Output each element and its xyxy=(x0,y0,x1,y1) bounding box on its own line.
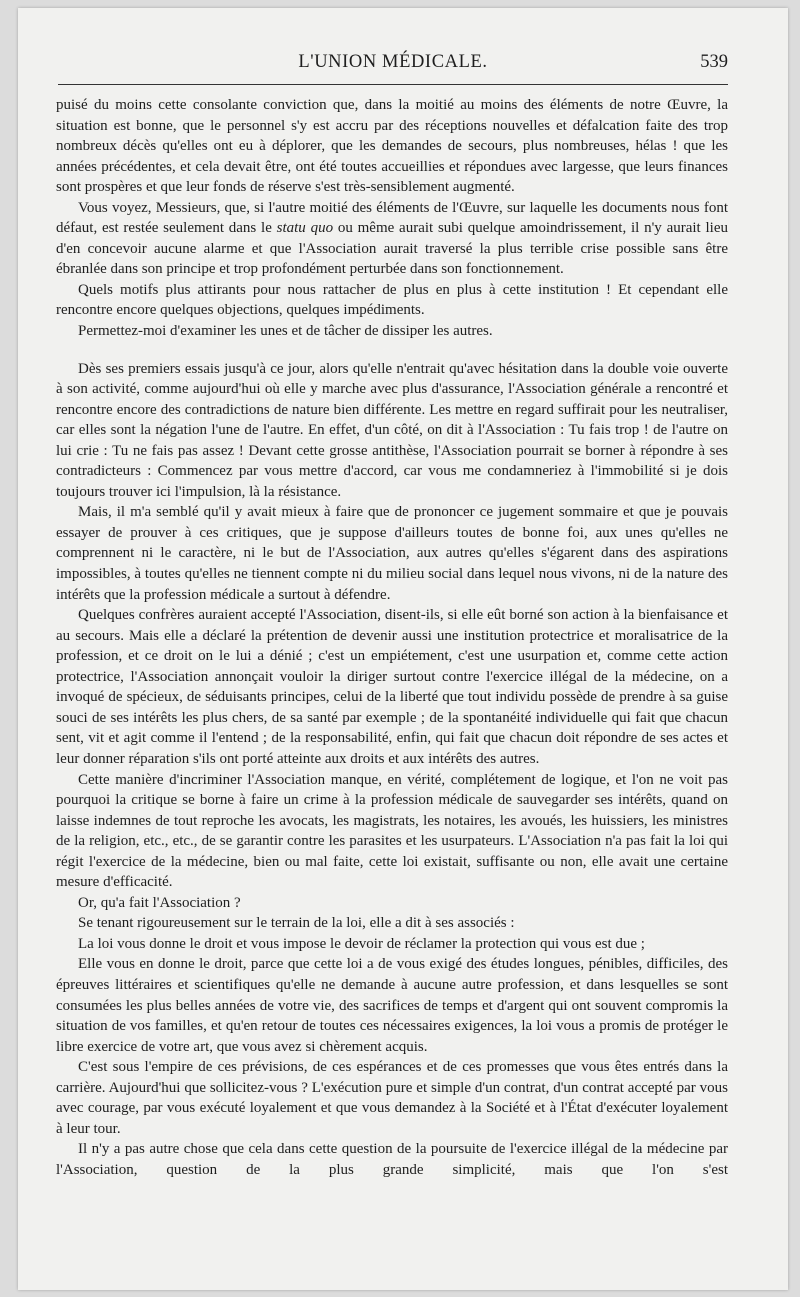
paragraph: La loi vous donne le droit et vous impose le devoir de réclamer la protection qui vous est due ; xyxy=(78,935,645,952)
paragraph: Elle vous en donne le droit, parce que cette loi a de vous exigé des études longues, pénibles, difficiles, des épreuves littéraires et scientifiques qu'elle ne demande à aucune autre profession, et dans lesquelles se sont consumées les plus belles années de votre vie, des sacrifices de temps et d'argent qui ont souvent compromis la situation de vos familles, et qu'en retour de toutes ces nécessaires exigences, la loi vous a promis de protéger le libre exercice de votre art, que vous avez si chèrement acquis. xyxy=(56,956,728,1055)
paragraph: Cette manière d'incriminer l'Association manque, en vérité, complétement de logique, et l'on ne voit pas pourquoi la critique se borne à faire un crime à la profession médicale de sauvegarder ses intérêts, quand on laisse indemnes de tout reproche les avocats, les magistrats, les notaires, les avoués, les huissiers, les ministres de la religion, etc., etc., de se garantir contre les parasites et les usurpateurs. L'Association n'a pas fait la loi qui régit l'exercice de la médecine, bien ou mal faite, cette loi existait, suffisante ou non, elle avait une certaine mesure d'efficacité. xyxy=(56,771,728,891)
paragraph xyxy=(56,198,728,280)
paragraph: Mais, il m'a semblé qu'il y avait mieux à faire que de prononcer ce jugement sommaire et que je pouvais essayer de prouver à ces critiques, que je suppose d'ailleurs toutes de bonne foi, aux unes qu'elles ne comprennent ni le caractère, ni le but de l'Association, aux autres qu'elles s'égarent dans des aspirations impossibles, à toutes qu'elles ne tiennent compte ni du milieu social dans lequel nous vivons, ni de la nature des intérêts que la profession médicale a surtout à défendre. xyxy=(56,504,728,603)
paragraph: Se tenant rigoureusement sur le terrain de la loi, elle a dit à ses associés : xyxy=(78,915,515,932)
paragraph: Dès ses premiers essais jusqu'à ce jour, alors qu'elle n'entrait qu'avec hésitation dans la double voie ouverte à son activité, comme aujourd'hui où elle y marche avec plus d'assurance, l'Association générale a rencontré et rencontre encore des contradictions de nature bien différente. Les mettre en regard suffirait pour les neutraliser, car elles sont la négation l'une de l'autre. En effet, d'un côté, on dit à l'Association : Tu fais trop ! de l'autre on lui crie : Tu ne fais pas assez ! Devant cette grosse antithèse, l'Association pourrait se borner à répondre à ses contradicteurs : Commencez par vous mettre d'accord, car vous me condamneriez à l'immobilité si je dois toujours trouver ici l'impulsion, là la résistance. xyxy=(56,360,728,500)
paragraph: Quels motifs plus attirants pour nous rattacher de plus en plus à cette institution ! Et cependant elle rencontre encore quelques objections, quelques impédiments. xyxy=(56,281,728,319)
paragraph: Or, qu'a fait l'Association ? xyxy=(78,894,241,911)
paragraph-text: ou même aurait subi quelque amoindrissement, il n'y aurait lieu d'en concevoir aucune alarme et que l'Association aurait traversé la plus terrible crise possible sans être ébranlée dans son principe et trop profondément perturbée dans son fonctionnement. xyxy=(56,220,728,278)
journal-title: L'UNION MÉDICALE. xyxy=(298,52,488,72)
paragraph: C'est sous l'empire de ces prévisions, de ces espérances et de ces promesses que vous êtes entrés dans la carrière. Aujourd'hui que sollicitez-vous ? L'exécution pure et simple d'un contrat, d'un contrat accepté par vous avec courage, par vous exécuté loyalement et que vous demandez à la Société et à l'État d'exécuter loyalement à leur tour. xyxy=(56,1059,728,1137)
paragraph-text: Vous voyez, Messieurs, que, si l'autre moitié des éléments de l'Œuvre, sur laquelle les documents nous font défaut, est restée seulement dans le xyxy=(56,199,728,237)
article-body xyxy=(56,95,728,1180)
paragraph: Permettez-moi d'examiner les unes et de tâcher de dissiper les autres. xyxy=(78,323,493,340)
page-sheet xyxy=(18,8,788,1290)
paragraph: puisé du moins cette consolante conviction que, dans la moitié au moins des éléments de notre Œuvre, la situation est bonne, que le personnel s'y est accru par des réceptions nouvelles et défalcation faite des trop nombreux décès qu'elles ont eu à déplorer, que les demandes de secours, plus nombreuses, hélas ! que les années précédentes, et cela devait être, ont été toutes accueillies et répondues avec largesse, que leurs finances sont prospères et que leur fonds de réserve s'est très-sensiblement augmenté. xyxy=(56,97,728,196)
header-rule xyxy=(58,84,728,85)
page-number: 539 xyxy=(700,52,728,72)
latin-phrase: statu quo xyxy=(276,220,334,237)
running-head xyxy=(58,52,728,78)
paragraph: Il n'y a pas autre chose que cela dans cette question de la poursuite de l'exercice illégal de la médecine par l'Association, question de la plus grande simplicité, mais que l'on s'est xyxy=(56,1141,728,1178)
paragraph: Quelques confrères auraient accepté l'Association, disent-ils, si elle eût borné son action à la bienfaisance et au secours. Mais elle a déclaré la prétention de devenir aussi une institution protectrice et moralisatrice de la profession, et ce droit on le lui a dénié ; c'est un empiétement, c'est une usurpation et, comme cette action protectrice, l'Association annonçait vouloir la diriger surtout contre l'exercice illégal de la médecine, on a invoqué de spécieux, de séduisants principes, celui de la liberté que tout individu possède de prendre à sa guise souci de ses intérêts les plus chers, de sa santé par exemple ; de la spontanéité individuelle qui fait que chacun sent, vit et agit comme il l'entend ; de la responsabilité, enfin, qui fait que chacun doit répondre de ses actes et leur donner réparation s'ils ont porté atteinte aux droits et aux intérêts des autres. xyxy=(56,607,728,767)
